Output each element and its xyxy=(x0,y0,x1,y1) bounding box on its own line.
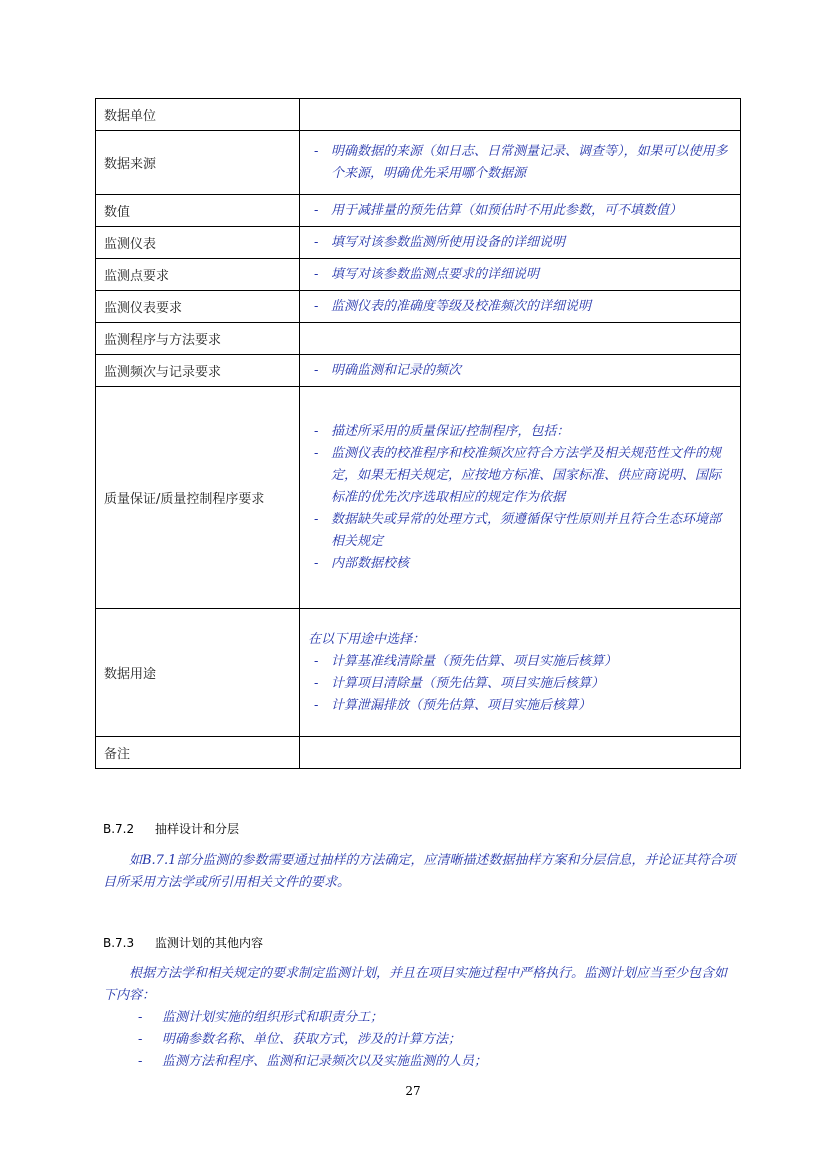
value-item xyxy=(308,200,732,222)
value-item xyxy=(308,360,732,382)
table-row xyxy=(96,131,741,195)
parameter-table xyxy=(95,98,741,769)
table-row xyxy=(96,387,741,609)
row-value xyxy=(300,227,741,259)
section-number: B.7.2 xyxy=(103,822,135,836)
row-value xyxy=(300,291,741,323)
bullet-item xyxy=(138,1029,738,1051)
value-item xyxy=(308,296,732,318)
row-label: 备注 xyxy=(96,737,300,769)
table-row xyxy=(96,355,741,387)
item-text: 明确数据的来源（如日志、日常测量记录、调查等），如果可以使用多个来源，明确优先采用哪个数据源 xyxy=(331,143,728,181)
bullet-dash: - xyxy=(138,1010,143,1025)
row-label: 数据来源 xyxy=(96,131,300,195)
bullet-text: 明确参数名称、单位、获取方式，涉及的计算方法； xyxy=(162,1032,462,1047)
item-dash: - xyxy=(314,362,319,378)
section-paragraph-b73: 根据方法学和相关规定的要求制定监测计划，并且在项目实施过程中严格执行。监测计划应当至少包含如下内容： xyxy=(103,966,728,1003)
value-lead-text: 在以下用途中选择： xyxy=(308,631,426,647)
section-heading-b73 xyxy=(103,934,263,951)
value-item xyxy=(308,232,732,254)
table-row xyxy=(96,737,741,769)
bullet-text: 监测计划实施的组织形式和职责分工； xyxy=(162,1010,384,1025)
bullet-dash: - xyxy=(138,1032,143,1047)
row-label: 数据单位 xyxy=(96,99,300,131)
row-value xyxy=(300,387,741,609)
item-text: 用于减排量的预先估算（如预估时不用此参数，可不填数值） xyxy=(331,202,683,218)
item-dash: - xyxy=(314,423,319,439)
table-row xyxy=(96,195,741,227)
row-label: 监测仪表要求 xyxy=(96,291,300,323)
item-text: 数据缺失或异常的处理方式，须遵循保守性原则并且符合生态环境部相关规定 xyxy=(331,511,722,549)
row-label: 数据用途 xyxy=(96,609,300,737)
value-item xyxy=(308,651,732,673)
section-title: 监测计划的其他内容 xyxy=(155,936,264,950)
row-value xyxy=(300,131,741,195)
row-value xyxy=(300,355,741,387)
item-text: 计算基准线清除量（预先估算、项目实施后核算） xyxy=(331,653,618,669)
bullet-dash: - xyxy=(138,1054,143,1069)
table-row xyxy=(96,99,741,131)
value-item xyxy=(308,509,732,553)
item-text: 计算泄漏排放（预先估算、项目实施后核算） xyxy=(331,697,592,713)
row-value xyxy=(300,323,741,355)
item-text: 明确监测和记录的频次 xyxy=(331,362,462,378)
page-number: 27 xyxy=(405,1084,421,1098)
item-dash: - xyxy=(314,653,319,669)
item-dash: - xyxy=(314,298,319,314)
table-row xyxy=(96,323,741,355)
table-row xyxy=(96,291,741,323)
item-dash: - xyxy=(314,202,319,218)
item-text: 填写对该参数监测点要求的详细说明 xyxy=(331,266,540,282)
table-row xyxy=(96,609,741,737)
section-number: B.7.3 xyxy=(103,936,135,950)
row-value xyxy=(300,259,741,291)
row-value xyxy=(300,99,741,131)
item-dash: - xyxy=(314,511,319,527)
row-value xyxy=(300,609,741,737)
row-label: 监测频次与记录要求 xyxy=(96,355,300,387)
item-dash: - xyxy=(314,266,319,282)
row-value xyxy=(300,195,741,227)
item-text: 计算项目清除量（预先估算、项目实施后核算） xyxy=(331,675,605,691)
table-row xyxy=(96,259,741,291)
section-heading-b72 xyxy=(103,820,239,837)
bullet-item xyxy=(138,1007,738,1029)
bullet-text: 监测方法和程序、监测和记录频次以及实施监测的人员； xyxy=(162,1054,488,1069)
item-dash: - xyxy=(314,675,319,691)
item-text: 填写对该参数监测所使用设备的详细说明 xyxy=(331,234,566,250)
value-item xyxy=(308,421,732,443)
item-dash: - xyxy=(314,555,319,571)
value-item xyxy=(308,443,732,509)
value-item xyxy=(308,141,732,185)
item-dash: - xyxy=(314,234,319,250)
item-text: 描述所采用的质量保证/控制程序，包括： xyxy=(331,423,570,439)
item-text: 监测仪表的校准程序和校准频次应符合方法学及相关规范性文件的规定，如果无相关规定，应按地方标准、国家标准、供应商说明、国际标准的优先次序选取相应的规定作为依据 xyxy=(331,445,722,505)
row-label: 监测仪表 xyxy=(96,227,300,259)
value-item xyxy=(308,553,732,575)
value-item xyxy=(308,264,732,286)
value-item xyxy=(308,673,732,695)
bullet-item xyxy=(138,1051,738,1073)
item-dash: - xyxy=(314,143,319,159)
section-title: 抽样设计和分层 xyxy=(155,822,240,836)
item-dash: - xyxy=(314,445,319,461)
section-paragraph-b72: 如B.7.1部分监测的参数需要通过抽样的方法确定，应清晰描述数据抽样方案和分层信息，并论证其符合项目所采用方法学或所引用相关文件的要求。 xyxy=(103,853,736,890)
row-value xyxy=(300,737,741,769)
row-label: 监测程序与方法要求 xyxy=(96,323,300,355)
row-label: 数值 xyxy=(96,195,300,227)
row-label: 质量保证/质量控制程序要求 xyxy=(96,387,300,609)
table-row xyxy=(96,227,741,259)
value-item xyxy=(308,695,732,717)
item-text: 监测仪表的准确度等级及校准频次的详细说明 xyxy=(331,298,592,314)
item-text: 内部数据校核 xyxy=(331,555,410,571)
row-label: 监测点要求 xyxy=(96,259,300,291)
item-dash: - xyxy=(314,697,319,713)
